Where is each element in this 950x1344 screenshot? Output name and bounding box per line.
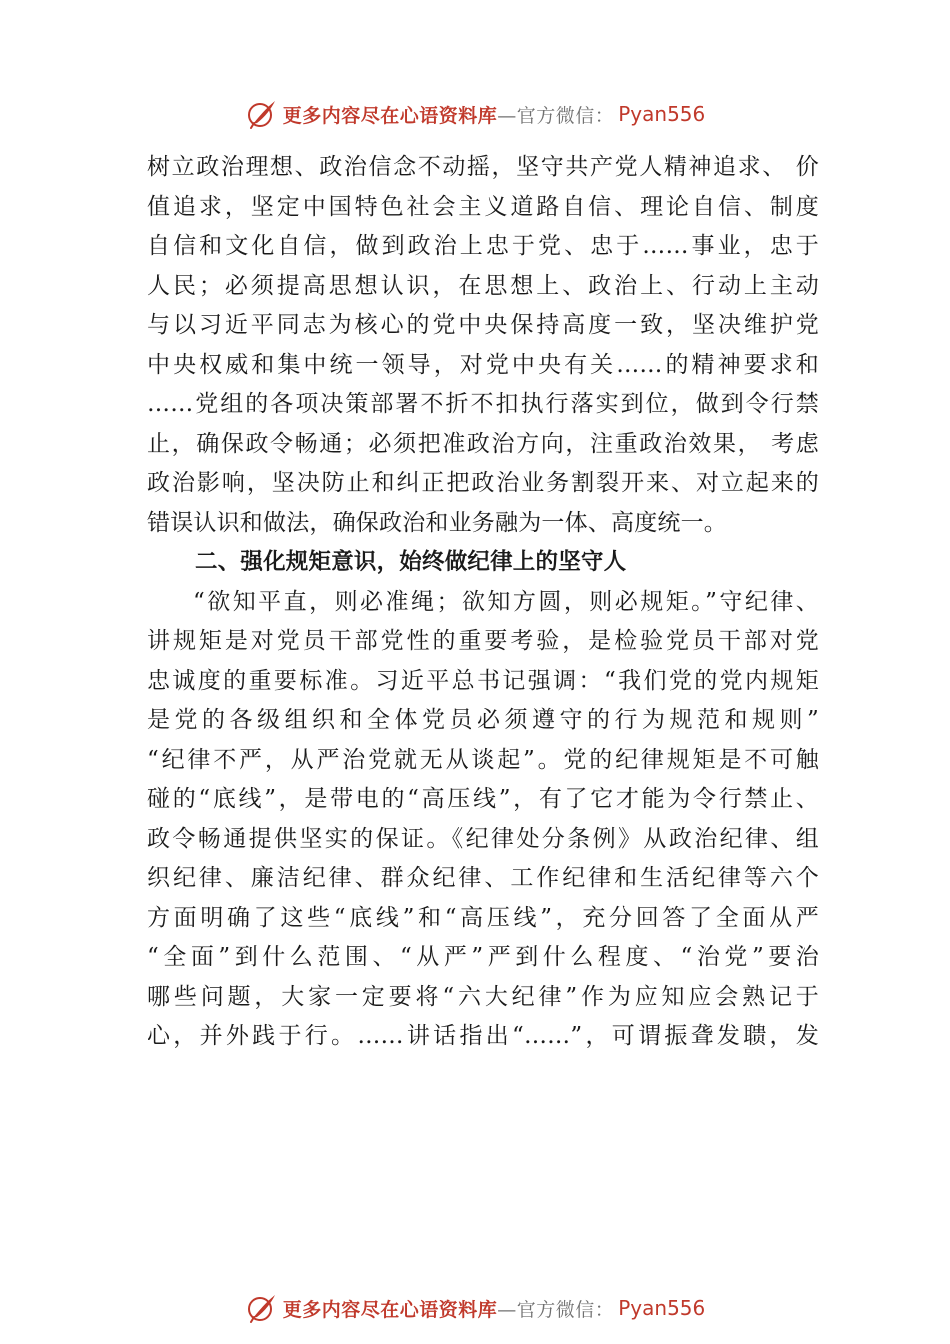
paragraph-line: 哪些问题，大家一定要将“六大纪律”作为应知应会熟记于 — [147, 983, 819, 1010]
paragraph-line: 政令畅通提供坚实的保证。《纪律处分条例》从政治纪律、组 — [147, 825, 819, 852]
watermark-wechat-id: Pyan556 — [618, 1296, 706, 1320]
paragraph-line: 止，确保政令畅通；必须把准政治方向，注重政治效果， 考虑 — [147, 430, 819, 457]
paragraph-line: 是党的各级组织和全体党员必须遵守的行为规范和规则” — [147, 707, 819, 733]
watermark-brand: 更多内容尽在心语资料库 — [282, 1298, 498, 1321]
quill-logo-icon — [245, 1291, 279, 1325]
watermark-wechat-id: Pyan556 — [618, 102, 706, 126]
paragraph-line: 织纪律、廉洁纪律、群众纪律、工作纪律和生活纪律等六个 — [147, 865, 819, 891]
paragraph-line: 与以习近平同志为核心的党中央保持高度一致，坚决维护党 — [147, 312, 819, 338]
paragraph-line: “欲知平直，则必准绳；欲知方圆，则必规矩。”守纪律、 — [193, 588, 819, 615]
paragraph-line: 自信和文化自信，做到政治上忠于党、忠于……事业，忠于 — [147, 233, 819, 259]
paragraph-line: 方面明确了这些“底线”和“高压线”，充分回答了全面从严 — [147, 904, 819, 931]
paragraph-line: 错误认识和做法，确保政治和业务融为一体、高度统一。 — [147, 509, 727, 536]
paragraph-line: 树立政治理想、政治信念不动摇，坚守共产党人精神追求、 价 — [147, 154, 819, 180]
paragraph-line: 政治影响，坚决防止和纠正把政治业务割裂开来、对立起来的 — [147, 470, 819, 496]
paragraph-line: 中央权威和集中统一领导，对党中央有关……的精神要求和 — [147, 351, 819, 378]
paragraph-line: 碰的“底线”，是带电的“高压线”，有了它才能为令行禁止、 — [147, 786, 819, 812]
paragraph-line: 心，并外践于行。……讲话指出“……”，可谓振聋发聩，发 — [147, 1023, 819, 1049]
paragraph-line: 忠诚度的重要标准。习近平总书记强调：“我们党的党内规矩 — [147, 667, 819, 694]
paragraph-line: ……党组的各项决策部署不折不扣执行落实到位，做到令行禁 — [147, 391, 819, 417]
header-watermark — [0, 94, 950, 134]
paragraph-line: 讲规矩是对党员干部党性的重要考验，是检验党员干部对党 — [147, 628, 819, 654]
watermark-brand: 更多内容尽在心语资料库 — [282, 104, 498, 127]
paragraph-line: 值追求，坚定中国特色社会主义道路自信、理论自信、制度 — [147, 193, 819, 220]
paragraph-line: 人民；必须提高思想认识，在思想上、政治上、行动上主动 — [147, 272, 819, 299]
quill-logo-icon — [245, 97, 279, 131]
document-body — [147, 148, 819, 1057]
paragraph-line: “纪律不严，从严治党就无从谈起”。党的纪律规矩是不可触 — [147, 746, 819, 773]
watermark-separator: —官方微信： — [497, 1298, 615, 1321]
footer-watermark — [0, 1288, 950, 1328]
section-heading: 二、强化规矩意识，始终做纪律上的坚守人 — [195, 549, 627, 575]
watermark-separator: —官方微信： — [497, 104, 615, 127]
paragraph-line: “全面”到什么范围、“从严”严到什么程度、“治党”要治 — [147, 944, 819, 970]
